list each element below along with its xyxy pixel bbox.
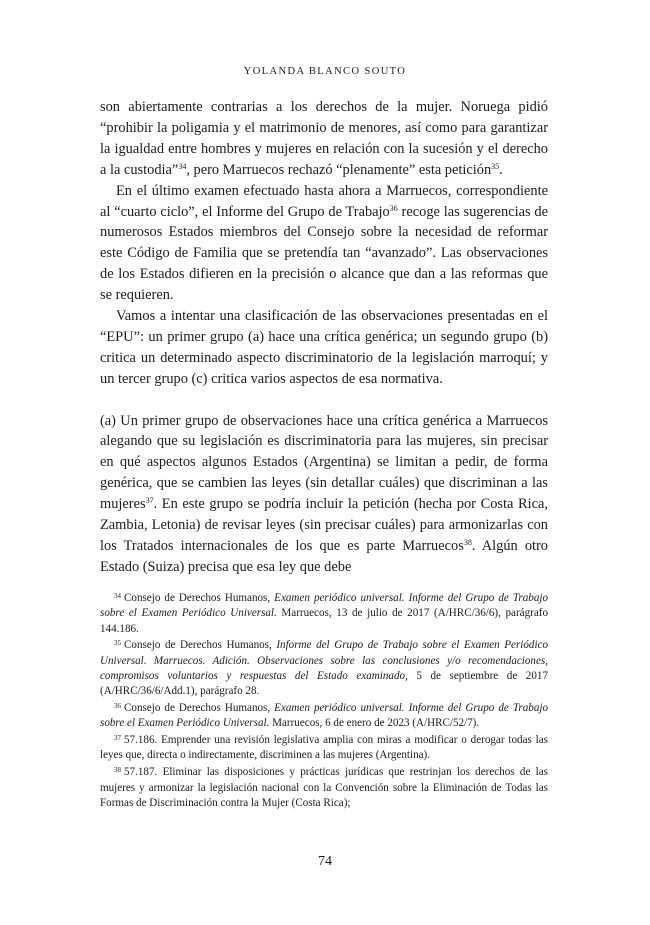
paragraph: En el último examen efectuado hasta ahora a Marruecos, correspondiente al “cuarto ciclo”, el Informe del Grupo de Trabajo$^{36}$ recoge las sugerencias de numerosos Estados miembros del Consejo sobre la necesidad de reformar este Código de Familia que se pretendía tan “avanzado”. Las observaciones de los Estados difieren en la precisión o alcance que dan a las reformas que se requieren. (100, 182, 548, 304)
footnote: $^{37}$ 57.186. Emprender una revisión legislativa amplia con miras a modificar o derogar todas las leyes que, directa o indirectamente, discriminen a las mujeres (Argentina). (100, 734, 548, 762)
paragraph: (a) Un primer grupo de observaciones hace una crítica genérica a Marruecos alegando que su legislación es discriminatoria para las mujeres, sin precisar en qué aspectos algunos Estados (Argentina) se limitan a pedir, de forma genérica, que se cambien las leyes (sin detallar cuáles) que discriminan a las mujeres$^{37}$. En este grupo se podría incluir la petición (hecha por Costa Rica, Zambia, Letonia) de revisar leyes (sin precisar cuáles) para armonizarlas con los Tratados internacionales de los que es parte Marruecos$^{38}$. Algún otro Estado (Suiza) precisa que esa ley que debe (100, 412, 548, 575)
footnote: $^{36}$ Consejo de Derechos Humanos, Examen periódico universal. Informe del Grupo de Trabajo sobre el Examen Periódico Universal. Marruecos, 6 de enero de 2023 (A/HRC/52/7). (100, 702, 548, 730)
page-number: 74 (318, 854, 332, 869)
paragraph: son abiertamente contrarias a los derechos de la mujer. Noruega pidió “prohibir la poligamia y el matrimonio de menores, así como para garantizar la igualdad entre hombres y mujeres en relación con la sucesión y el derecho a la custodia”$^{34}$, pero Marruecos rechazó “plenamente” esta petición$^{35}$. (100, 99, 548, 178)
footnote-number: 36 (114, 702, 121, 711)
footnote-ref[interactable]: 34 (178, 161, 187, 171)
footnote-number: 38 (114, 766, 121, 775)
footnote-ref[interactable]: 36 (389, 203, 398, 213)
body-text (100, 97, 548, 578)
footnote-number: 35 (114, 639, 121, 648)
footnote-number: 37 (114, 734, 121, 743)
footnote: $^{38}$ 57.187. Eliminar las disposiciones y prácticas jurídicas que restrinjan los derechos de las mujeres y armonizar la legislación nacional con la Convención sobre la Eliminación de Todas las Formas de Discriminación contra la Mujer (Costa Rica); (100, 766, 548, 809)
footnote-number: 34 (114, 592, 121, 600)
paragraph: Vamos a intentar una clasificación de las observaciones presentadas en el “EPU”: un primer grupo (a) hace una crítica genérica; un segundo grupo (b) critica un determinado aspecto discriminatorio de la legislación marroquí; y un tercer grupo (c) critica varios aspectos de esa normativa. (100, 308, 548, 387)
footnote-ref[interactable]: 38 (463, 538, 472, 548)
footnote: $^{34}$ Consejo de Derechos Humanos, Examen periódico universal. Informe del Grupo de Trabajo sobre el Examen Periódico Universal. Marruecos, 13 de julio de 2017 (A/HRC/36/6), parágrafo 144.186. (100, 592, 549, 635)
footnote-ref[interactable]: 35 (491, 161, 500, 171)
running-head: YOLANDA BLANCO SOUTO (243, 66, 407, 77)
footnote-ref[interactable]: 37 (145, 496, 154, 506)
footnote: $^{35}$ Consejo de Derechos Humanos, Informe del Grupo de Trabajo sobre el Examen Periódico Universal. Marruecos. Adición. Observaciones sobre las conclusiones y/o recomendaciones, compromisos voluntarios y respuestas del Estado examinado, 5 de septiembre de 2017 (A/HRC/36/6/Add.1), parágrafo 28. (100, 639, 548, 698)
footnotes (100, 591, 548, 813)
